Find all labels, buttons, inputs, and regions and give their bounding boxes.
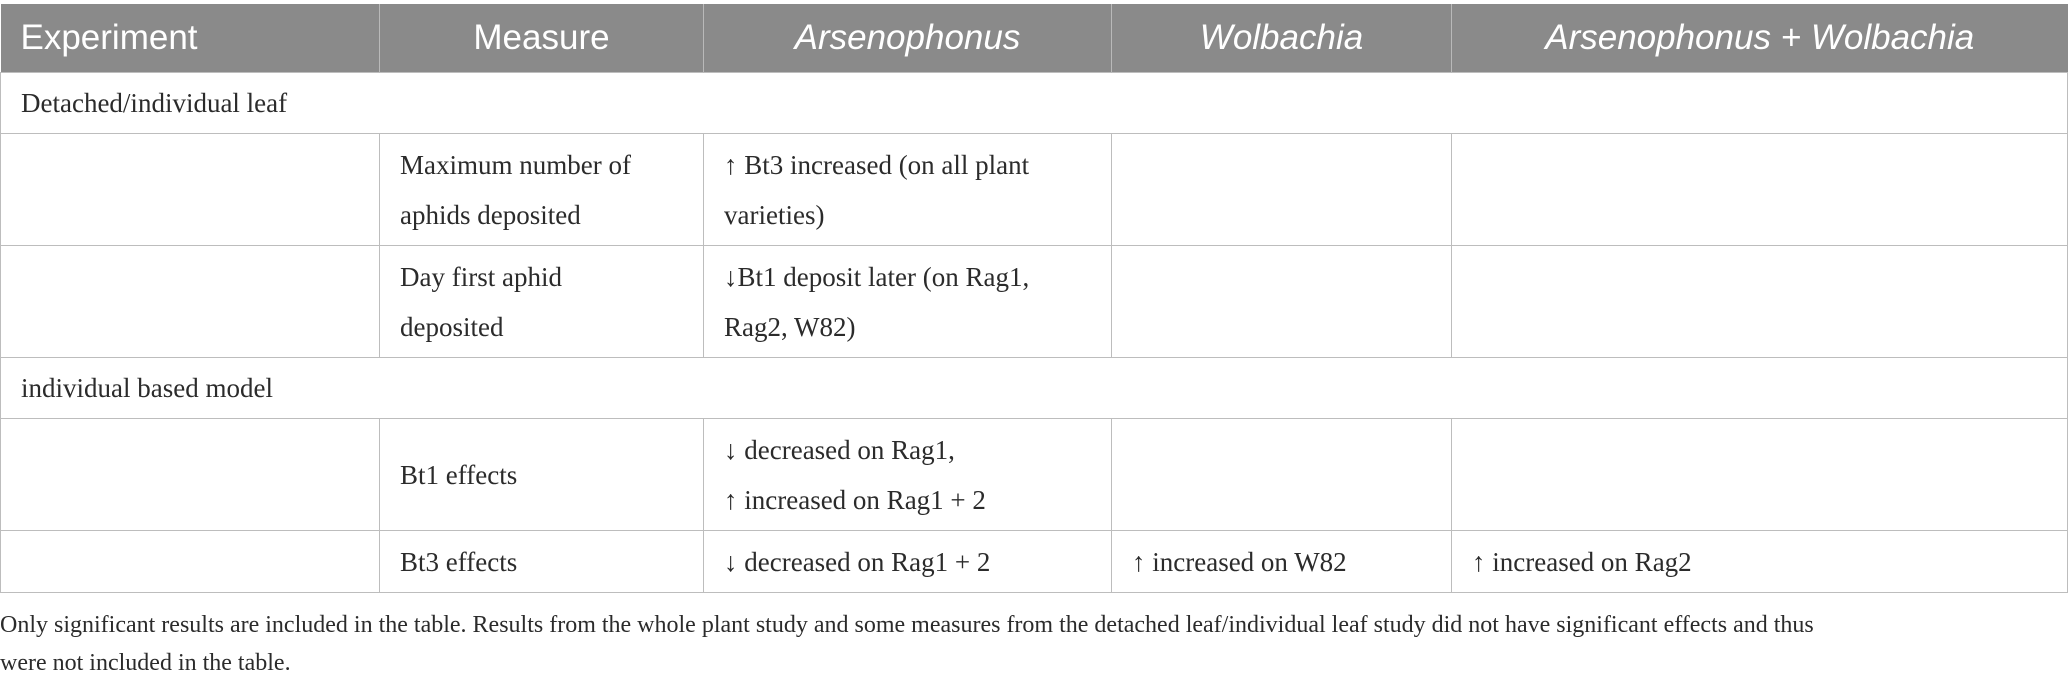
cell-text-line: ↑ increased on Rag1 + 2 xyxy=(724,484,986,515)
cell-experiment xyxy=(1,246,380,358)
cell-text-line: aphids deposited xyxy=(400,199,581,230)
cell-measure xyxy=(380,134,704,246)
cell-experiment xyxy=(1,419,380,531)
cell-arsenophonus-wolbachia: ↑ increased on Rag2 xyxy=(1452,531,2068,593)
cell-wolbachia xyxy=(1112,134,1452,246)
header-measure: Measure xyxy=(380,4,704,73)
table-row xyxy=(1,531,2068,593)
cell-wolbachia: ↑ increased on W82 xyxy=(1112,531,1452,593)
cell-arsenophonus-wolbachia xyxy=(1452,419,2068,531)
header-experiment: Experiment xyxy=(1,4,380,73)
cell-text-line: deposited xyxy=(400,311,504,342)
header-wolbachia: Wolbachia xyxy=(1112,4,1452,73)
cell-arsenophonus xyxy=(704,531,1112,593)
cell-experiment xyxy=(1,134,380,246)
cell-text-line: ↓ decreased on Rag1, xyxy=(724,434,955,465)
cell-text-line: ↓ decreased on Rag1 + 2 xyxy=(724,546,991,577)
section-title: Detached/individual leaf xyxy=(1,73,2068,134)
cell-wolbachia xyxy=(1112,419,1452,531)
header-arsenophonus-wolbachia: Arsenophonus + Wolbachia xyxy=(1452,4,2068,73)
results-table-container xyxy=(0,4,2068,593)
footnote-line: Only significant results are included in the table. Results from the whole plant study and some measures from the detached leaf/individual leaf study did not have significant effects and thus xyxy=(0,612,1814,638)
cell-arsenophonus xyxy=(704,134,1112,246)
cell-text-line: ↑ Bt3 increased (on all plant xyxy=(724,149,1030,180)
table-row xyxy=(1,134,2068,246)
table-row xyxy=(1,246,2068,358)
cell-arsenophonus-wolbachia xyxy=(1452,246,2068,358)
table-footnote xyxy=(0,606,2060,682)
table-header-row xyxy=(1,4,2068,73)
footnote-line: were not included in the table. xyxy=(0,650,291,676)
cell-text-line: Maximum number of xyxy=(400,149,631,180)
cell-measure xyxy=(380,419,704,531)
section-row-detached-leaf xyxy=(1,73,2068,134)
cell-arsenophonus xyxy=(704,419,1112,531)
results-table xyxy=(0,4,2068,593)
table-row xyxy=(1,419,2068,531)
cell-text-line: varieties) xyxy=(724,199,825,230)
header-arsenophonus: Arsenophonus xyxy=(704,4,1112,73)
cell-text-line: ↓Bt1 deposit later (on Rag1, xyxy=(724,261,1030,292)
cell-wolbachia xyxy=(1112,246,1452,358)
cell-arsenophonus xyxy=(704,246,1112,358)
cell-measure xyxy=(380,531,704,593)
cell-text-line: Bt3 effects xyxy=(400,546,518,577)
section-row-individual-model xyxy=(1,358,2068,419)
cell-text-line: Day first aphid xyxy=(400,261,562,292)
cell-experiment xyxy=(1,531,380,593)
cell-text-line: Bt1 effects xyxy=(400,459,518,490)
cell-measure xyxy=(380,246,704,358)
cell-text-line: Rag2, W82) xyxy=(724,311,856,342)
section-title: individual based model xyxy=(1,358,2068,419)
cell-arsenophonus-wolbachia xyxy=(1452,134,2068,246)
